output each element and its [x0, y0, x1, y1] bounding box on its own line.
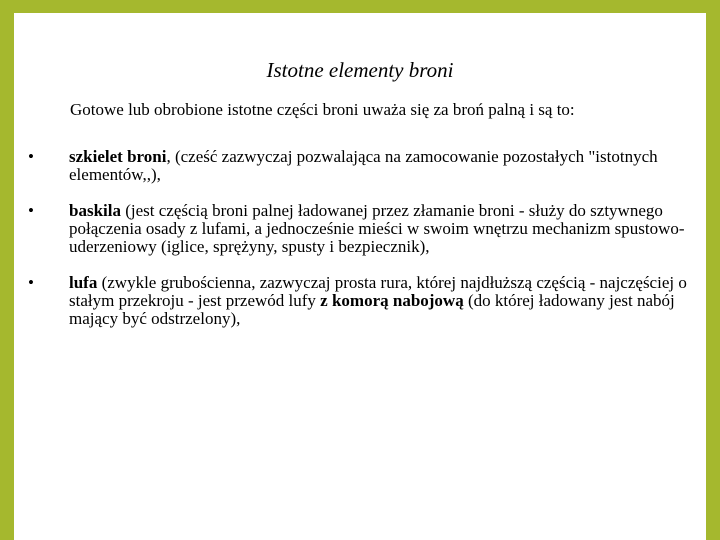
item-text-after: (do której ładowany jest nabój mający być odstrzelony), — [69, 291, 675, 328]
list-item-baskila — [24, 202, 694, 256]
item-term: szkielet broni — [69, 147, 167, 166]
slide — [14, 13, 706, 540]
item-text: (jest częścią broni palnej ładowanej przez złamanie broni - służy do sztywnego połączenia osady z lufami, a jednocześnie mieści w swoim wnętrzu mechanizm spustowo-uderzeniowy (iglice, sprężyny, spusty i bezpiecznik), — [69, 201, 685, 256]
item-term: lufa — [69, 273, 98, 292]
list-item-szkielet — [24, 148, 694, 184]
item-text: , (cześć zazwyczaj pozwalająca na zamocowanie pozostałych "istotnych elementów,,), — [69, 147, 658, 184]
item-text-before: (zwykle grubościenna, zazwyczaj prosta rura, której najdłuższą częścią - najczęściej o stałym przekroju - jest przewód lufy — [69, 273, 687, 310]
item-emphasis: z komorą nabojową — [320, 291, 464, 310]
bullet-icon: • — [28, 201, 34, 220]
bullet-icon: • — [28, 147, 34, 166]
intro-text: Gotowe lub obrobione istotne części broni uważa się za broń palną i są to: — [70, 100, 575, 119]
item-term: baskila — [69, 201, 121, 220]
slide-title: Istotne elementy broni — [266, 58, 454, 82]
bullet-icon: • — [28, 273, 34, 292]
list-item-lufa — [24, 274, 694, 328]
bullet-list — [24, 148, 694, 346]
